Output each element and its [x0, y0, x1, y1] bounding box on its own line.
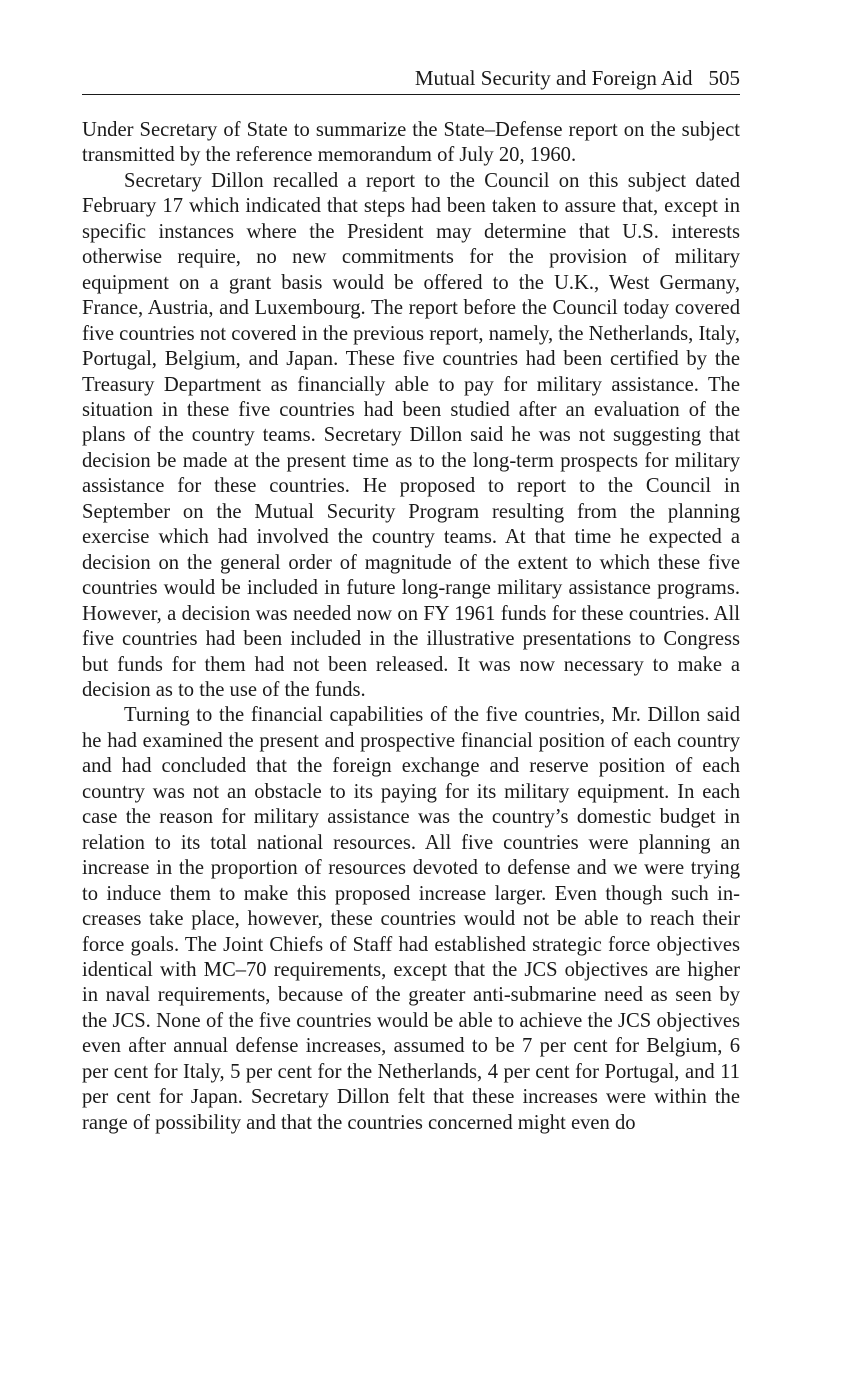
- paragraph-financial-capabilities: Turning to the financial capabilities of the five countries, Mr. Dillon said he had examined the present and prospective financial position of each country and had concluded that the foreign exchange and reserve position of each country was not an obstacle to its paying for its military equipment. In each case the reason for military assistance was the country’s domestic budget in relation to its total national resources. All five countries were planning an increase in the proportion of resources devoted to defense and we were trying to induce them to make this proposed increase larger. Even though such increases take place, however, these countries would not be able to reach their force goals. The Joint Chiefs of Staff had established strategic force objectives identical with MC–70 requirements, except that the JCS objectives are higher in naval requirements, because of the greater anti-submarine need as seen by the JCS. None of the five countries would be able to achieve the JCS objectives even after annual defense increases, assumed to be 7 per cent for Belgium, 6 per cent for Italy, 5 per cent for the Netherlands, 4 per cent for Portugal, and 11 per cent for Japan. Secretary Dillon felt that these increases were within the range of possibility and that the countries concerned might even do: [82, 704, 740, 1134]
- page-number: 505: [708, 66, 740, 90]
- running-head-title: Mutual Security and Foreign Aid: [414, 66, 693, 90]
- paragraph-continued: Under Secretary of State to summarize the State–Defense report on the subject transmitted by the reference memorandum of July 20, 1960.: [82, 119, 740, 167]
- paragraph-dillon-report: Secretary Dillon recalled a report to the Council on this subject dated February 17 which indicated that steps had been taken to assure that, except in specific instances where the President may determine that U.S. interests otherwise require, no new commitments for the provision of military equipment on a grant basis would be offered to the U.K., West Germany, France, Austria, and Luxembourg. The report before the Council today covered five countries not covered in the previous report, namely, the Netherlands, Italy, Portugal, Belgium, and Japan. These five countries had been certified by the Treasury Department as financially able to pay for military assistance. The situation in these five countries had been studied after an evaluation of the plans of the country teams. Secretary Dillon said he was not suggesting that decision be made at the present time as to the long-term prospects for military assistance for these countries. He proposed to report to the Council in September on the Mutual Security Program resulting from the planning exercise which had involved the country teams. At that time he expected a decision on the general order of magnitude of the extent to which these five countries would be included in future long-range military assistance programs. However, a decision was needed now on FY 1961 funds for these countries. All five countries had been included in the illustrative presentations to Congress but funds for them had not been released. It was now necessary to make a decision as to the use of the funds.: [82, 169, 740, 701]
- body-text: [82, 118, 740, 1136]
- running-head: [82, 62, 740, 95]
